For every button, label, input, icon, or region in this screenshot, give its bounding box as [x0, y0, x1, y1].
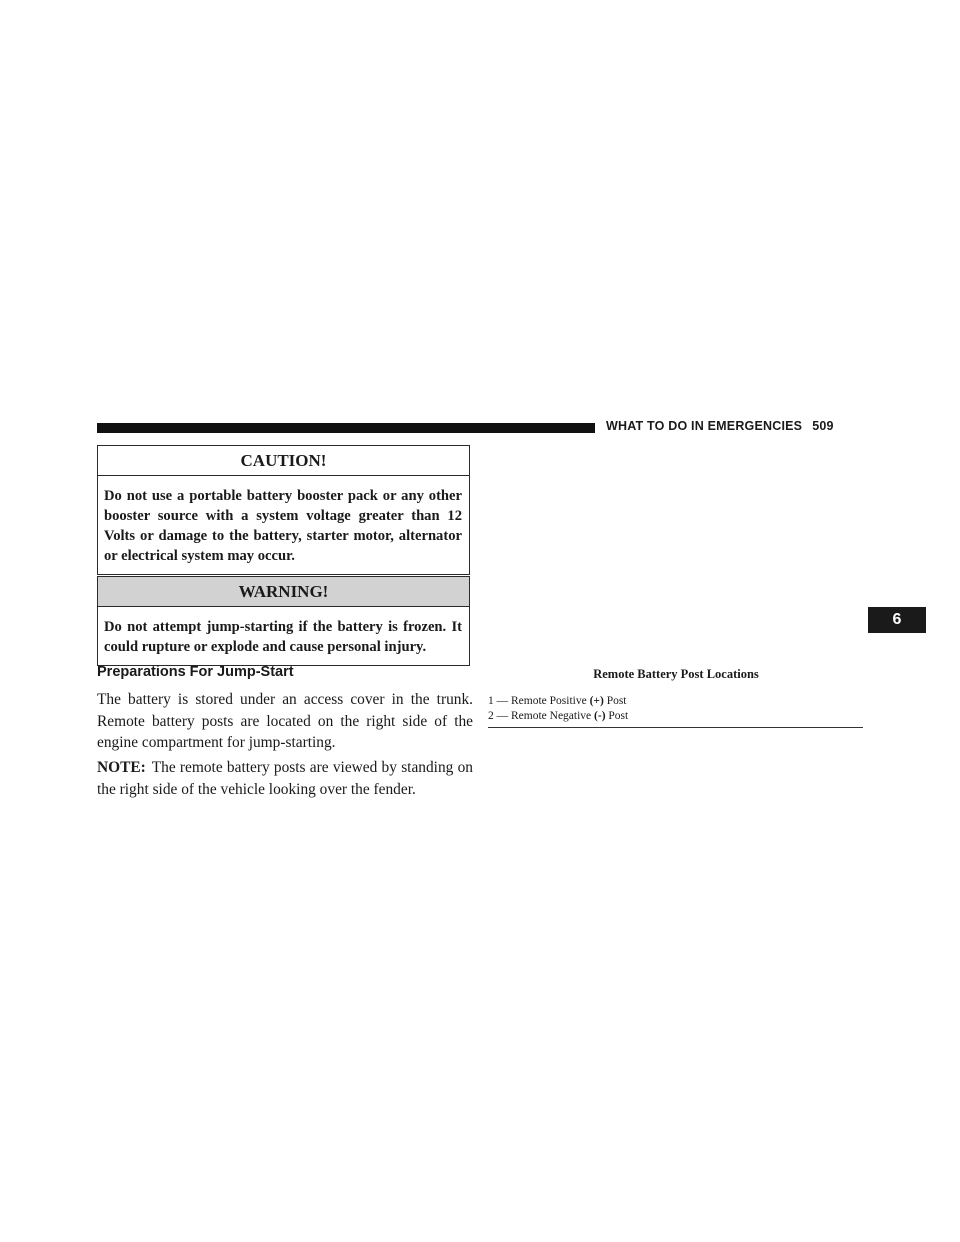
legend-item: 2 — Remote Negative (-) Post — [488, 710, 629, 722]
caution-body: Do not use a portable battery booster pack or any other booster source with a system voltage greater than 12 Volts or damage to the battery, starter motor, alternator or electrical system may occur. — [104, 488, 462, 564]
figure-caption: Remote Battery Post Locations — [593, 667, 759, 681]
header-rule — [97, 423, 595, 433]
header-section-title: WHAT TO DO IN EMERGENCIES — [606, 419, 803, 433]
caution-box — [97, 445, 470, 575]
note-text: The remote battery posts are viewed by standing on the right side of the vehicle looking over the fender. — [97, 759, 473, 798]
figure-legend — [488, 694, 863, 728]
page-number: 509 — [812, 419, 834, 433]
warning-box — [97, 576, 470, 666]
legend-item: 1 — Remote Positive (+) Post — [488, 695, 627, 707]
caution-heading: CAUTION! — [98, 446, 469, 476]
running-header — [606, 419, 834, 433]
warning-heading: WARNING! — [98, 577, 469, 607]
section-heading: Preparations For Jump-Start — [97, 664, 294, 680]
note-paragraph — [97, 757, 473, 800]
warning-body: Do not attempt jump-starting if the battery is frozen. It could rupture or explode and cause personal injury. — [104, 619, 462, 655]
chapter-tab: 6 — [868, 607, 926, 633]
note-label: NOTE: — [97, 759, 146, 776]
body-paragraph: The battery is stored under an access cover in the trunk. Remote battery posts are located on the right side of the engine compartment for jump-starting. — [97, 691, 473, 751]
